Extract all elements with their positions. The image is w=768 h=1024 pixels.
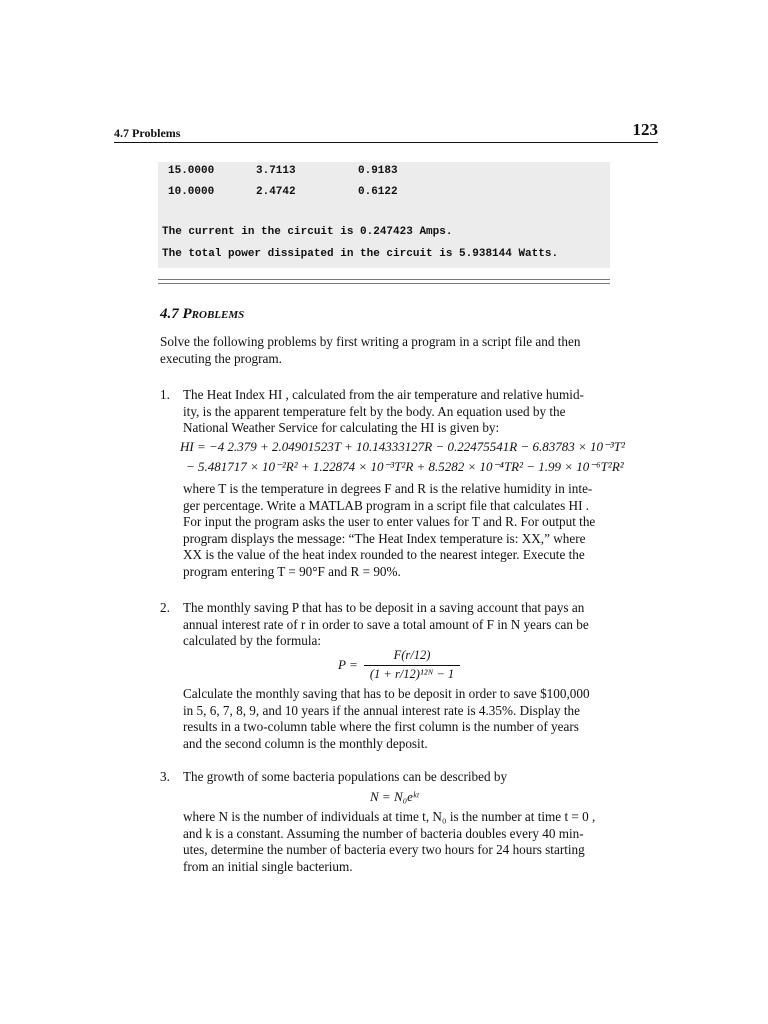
problem-2-text: The monthly saving P that has to be deposit in a saving account that pays an annual interest rate of r in order to save a total amount of F in N years can be calculated by the formula: <box>183 600 589 648</box>
divider-rule <box>158 283 610 284</box>
problem-number: 2. <box>160 600 170 615</box>
formula-lhs: P = <box>338 657 358 672</box>
output-current-line: The current in the circuit is 0.247423 Amps. <box>162 226 453 238</box>
problem-number: 1. <box>160 387 170 402</box>
problem-1-text: The Heat Index HI , calculated from the air temperature and relative humid- ity, is the apparent temperature felt by the body. An equation used by the National Weather Service for calculating the HI is given by: <box>183 387 584 435</box>
problem-1-continued: where T is the temperature in degrees F and R is the relative humidity in inte- ger percentage. Write a MATLAB program in a script file that calculates HI . For input the program asks the user to enter values for T and R. For output the program displays the message: “The Heat Index temperature is: XX,” where XX is the value of the heat index rounded to the nearest integer. Execute the program entering T = 90°F and R = 90%. <box>183 481 596 579</box>
formula-denominator: (1 + r/12)¹²ᴺ − 1 <box>369 667 455 681</box>
bacteria-growth-formula: N = N₀eᵏᵗ <box>370 789 419 804</box>
intro-paragraph: Solve the following problems by first writing a program in a script file and then executing the program. <box>160 334 581 366</box>
problem-3-text: The growth of some bacteria populations can be described by <box>183 769 508 784</box>
formula-numerator: F(r/12) <box>393 648 431 662</box>
heat-index-equation-line-1: HI = −4 2.379 + 2.04901523T + 10.14333127R − 0.22475541R − 6.83783 × 10⁻³T² <box>180 439 625 454</box>
problem-number: 3. <box>160 769 170 784</box>
page-number: 123 <box>632 120 658 139</box>
monthly-saving-formula <box>362 648 462 684</box>
problem-2-continued: Calculate the monthly saving that has to be deposit in order to save $100,000 in 5, 6, 7, 8, 9, and 10 years if the annual interest rate is 4.35%. Display the results in a two-column table where the first column is the number of years and the second column is the monthly deposit. <box>183 686 590 751</box>
output-power-line: The total power dissipated in the circuit is 5.938144 Watts. <box>162 248 559 260</box>
divider-rule <box>158 279 610 280</box>
running-header <box>114 120 658 143</box>
fraction-bar <box>364 665 460 666</box>
section-title: 4.7 Problems <box>160 306 245 322</box>
problem-3-continued: where N is the number of individuals at time t, N₀ is the number at time t = 0 , and k is a constant. Assuming the number of bacteria doubles every 40 min- utes, determine the number of bacteria every two hours for 24 hours starting from an initial single bacterium. <box>183 809 596 874</box>
heat-index-equation-line-2: − 5.481717 × 10⁻²R² + 1.22874 × 10⁻³T²R + 8.5282 × 10⁻⁴TR² − 1.99 × 10⁻⁶T²R² <box>186 459 624 474</box>
program-output-box: 15.0000 3.7113 0.9183 10.0000 2.4742 0.6122 The current in the circuit is 0.247423 Amps. The total power dissipated in the circuit is 5.938144 Watts. <box>158 162 610 268</box>
header-section-label: 4.7 Problems <box>114 126 181 140</box>
